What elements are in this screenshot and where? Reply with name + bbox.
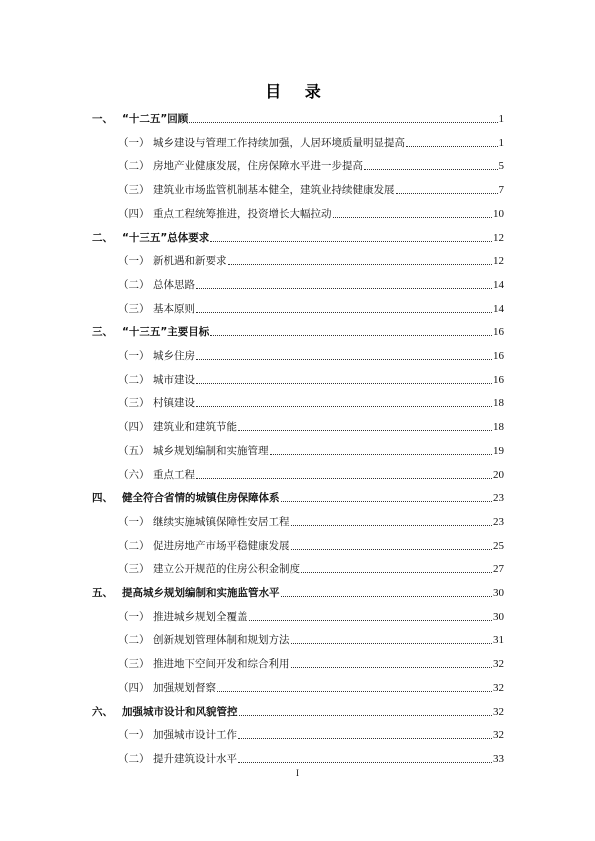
toc-entry-number: （三）: [118, 658, 150, 671]
toc-section-entry[interactable]: [118, 440, 504, 458]
toc-entry-label: 加强城市设计工作: [153, 729, 237, 742]
toc-entry-number: （一）: [118, 136, 150, 149]
toc-leader-dots: [406, 145, 498, 147]
toc-leader-dots: [238, 429, 492, 431]
toc-entry-number: （一）: [118, 350, 150, 362]
toc-section-entry[interactable]: [118, 677, 504, 695]
toc-entry-page: 14: [493, 302, 504, 315]
toc-entry-page: 7: [498, 184, 504, 197]
toc-leader-dots: [228, 263, 493, 265]
toc-entry-number: （二）: [118, 278, 150, 291]
toc-entry-label: 继续实施城镇保障性安居工程: [153, 515, 290, 528]
toc-section-entry[interactable]: [118, 203, 504, 221]
toc-entry-label: 基本原则: [153, 302, 195, 315]
toc-entry-label: 重点工程统筹推进，投资增长大幅拉动: [153, 207, 332, 220]
toc-leader-dots: [291, 548, 493, 550]
toc-entry-page: 33: [493, 752, 504, 765]
toc-entry-page: 20: [493, 468, 504, 481]
toc-entry-number: （一）: [118, 729, 150, 742]
toc-entry-label: 提高城乡规划编制和实施监管水平: [122, 587, 280, 599]
toc-entry-number: （三）: [118, 563, 150, 576]
toc-entry-number: （六）: [118, 468, 150, 481]
toc-entry-page: 18: [493, 397, 504, 410]
toc-entry-number: （四）: [118, 421, 150, 434]
toc-entry-number: （二）: [118, 539, 150, 552]
toc-entry-label: 城乡住房: [153, 350, 195, 362]
toc-chapter-entry[interactable]: [92, 701, 504, 719]
toc-entry-number: （二）: [118, 160, 150, 173]
toc-entry-label: 城市建设: [153, 373, 195, 386]
toc-entry-label: 村镇建设: [153, 397, 195, 410]
toc-entry-page: 27: [493, 563, 504, 576]
toc-section-entry[interactable]: [118, 416, 504, 434]
toc-entry-label: 推进地下空间开发和综合利用: [153, 658, 290, 671]
toc-section-entry[interactable]: [118, 298, 504, 316]
toc-entry-page: 23: [493, 515, 504, 528]
toc-entry-label: 加强城市设计和风貌管控: [122, 705, 238, 718]
toc-leader-dots: [270, 453, 493, 455]
toc-leader-dots: [249, 619, 493, 621]
toc-entry-label: “十三五”总体要求: [122, 231, 210, 244]
toc-leader-dots: [291, 642, 493, 644]
toc-section-entry[interactable]: [118, 345, 504, 363]
toc-chapter-entry[interactable]: [92, 108, 504, 126]
toc-entry-label: 城乡建设与管理工作持续加强，人居环境质量明显提高: [153, 136, 405, 149]
toc-section-entry[interactable]: [118, 369, 504, 387]
toc-entry-label: 建筑业市场监管机制基本健全，建筑业持续健康发展: [153, 184, 395, 197]
toc-entry-number: 五、: [92, 587, 113, 599]
toc-entry-page: 30: [493, 587, 504, 599]
toc-section-entry[interactable]: [118, 250, 504, 268]
toc-section-entry[interactable]: [118, 748, 504, 766]
toc-leader-dots: [396, 192, 498, 194]
toc-entry-label: 加强规划督察: [153, 681, 216, 694]
toc-entry-number: （一）: [118, 255, 150, 268]
toc-entry-page: 23: [493, 492, 504, 505]
toc-leader-dots: [196, 358, 492, 360]
toc-entry-label: 总体思路: [153, 278, 195, 291]
toc-leader-dots: [196, 405, 492, 407]
toc-section-entry[interactable]: [118, 274, 504, 292]
toc-chapter-entry[interactable]: [92, 487, 504, 505]
toc-entry-number: （四）: [118, 207, 150, 220]
toc-entry-number: （三）: [118, 302, 150, 315]
toc-leader-dots: [301, 571, 492, 573]
toc-entry-page: 16: [493, 373, 504, 386]
toc-entry-page: 5: [498, 160, 504, 173]
toc-section-entry[interactable]: [118, 179, 504, 197]
toc-section-entry[interactable]: [118, 132, 504, 150]
toc-entry-number: （二）: [118, 752, 150, 765]
toc-leader-dots: [364, 168, 498, 170]
toc-entry-page: 19: [493, 444, 504, 457]
toc-leader-dots: [196, 311, 492, 313]
toc-section-entry[interactable]: [118, 511, 504, 529]
toc-entry-page: 32: [493, 705, 504, 718]
toc-section-entry[interactable]: [118, 558, 504, 576]
toc-entry-page: 30: [493, 610, 504, 623]
toc-entry-label: 新机遇和新要求: [153, 255, 227, 268]
toc-entry-page: 16: [493, 350, 504, 362]
toc-entry-page: 32: [493, 729, 504, 742]
toc-entry-number: （四）: [118, 681, 150, 694]
toc-entry-number: 四、: [92, 492, 113, 505]
toc-leader-dots: [210, 240, 492, 242]
toc-section-entry[interactable]: [118, 629, 504, 647]
toc-entry-label: 房地产业健康发展，住房保障水平进一步提高: [153, 160, 363, 173]
toc-entry-number: （五）: [118, 444, 150, 457]
toc-entry-label: 推进城乡规划全覆盖: [153, 610, 248, 623]
toc-entry-number: （一）: [118, 515, 150, 528]
toc-leader-dots: [281, 595, 493, 597]
toc-entry-page: 16: [493, 326, 504, 339]
toc-leader-dots: [281, 500, 493, 502]
toc-leader-dots: [210, 334, 492, 336]
toc-section-entry[interactable]: [118, 653, 504, 671]
toc-entry-number: （一）: [118, 610, 150, 623]
toc-section-entry[interactable]: [118, 606, 504, 624]
toc-entry-number: 二、: [92, 231, 113, 244]
toc-entry-page: 32: [493, 681, 504, 694]
toc-leader-dots: [333, 216, 493, 218]
toc-chapter-entry[interactable]: [92, 227, 504, 245]
toc-section-entry[interactable]: [118, 392, 504, 410]
toc-entry-number: 一、: [92, 113, 113, 125]
toc-chapter-entry[interactable]: [92, 321, 504, 339]
toc-chapter-entry[interactable]: [92, 582, 504, 600]
toc-leader-dots: [291, 666, 493, 668]
toc-entry-page: 10: [493, 207, 504, 220]
toc-leader-dots: [196, 477, 492, 479]
toc-entry-number: （三）: [118, 397, 150, 410]
toc-section-entry[interactable]: [118, 464, 504, 482]
toc-entry-page: 1: [498, 113, 504, 125]
toc-leader-dots: [217, 690, 492, 692]
toc-entry-page: 1: [498, 136, 504, 149]
toc-entry-page: 25: [493, 539, 504, 552]
page-number: I: [296, 768, 299, 778]
toc-leader-dots: [196, 382, 492, 384]
toc-leader-dots: [238, 737, 492, 739]
toc-entry-label: 创新规划管理体制和规划方法: [153, 634, 290, 647]
toc-entry-label: 促进房地产市场平稳健康发展: [153, 539, 290, 552]
toc-section-entry[interactable]: [118, 155, 504, 173]
toc-entry-label: 重点工程: [153, 468, 195, 481]
toc-entry-label: 城乡规划编制和实施管理: [153, 444, 269, 457]
toc-title: 目 录: [265, 82, 330, 101]
toc-entry-page: 14: [493, 278, 504, 291]
toc-entry-number: 六、: [92, 705, 113, 718]
toc-leader-dots: [238, 761, 492, 763]
toc-entry-page: 18: [493, 421, 504, 434]
toc-entry-label: 提升建筑设计水平: [153, 752, 237, 765]
toc-entry-page: 31: [493, 634, 504, 647]
toc-entry-page: 12: [493, 231, 504, 244]
toc-leader-dots: [189, 121, 497, 123]
toc-entry-label: “十二五”回顾: [122, 113, 189, 125]
toc-entry-label: “十三五”主要目标: [122, 326, 210, 339]
toc-entry-number: 三、: [92, 326, 113, 339]
toc-entry-page: 12: [493, 255, 504, 268]
toc-section-entry[interactable]: [118, 724, 504, 742]
toc-entry-label: 健全符合省情的城镇住房保障体系: [122, 492, 280, 505]
toc-leader-dots: [196, 287, 492, 289]
toc-leader-dots: [291, 524, 493, 526]
toc-entry-page: 32: [493, 658, 504, 671]
toc-entry-number: （二）: [118, 634, 150, 647]
toc-entry-label: 建筑业和建筑节能: [153, 421, 237, 434]
toc-entry-number: （二）: [118, 373, 150, 386]
toc-leader-dots: [239, 714, 493, 716]
toc-section-entry[interactable]: [118, 535, 504, 553]
toc-entry-number: （三）: [118, 184, 150, 197]
toc-entry-label: 建立公开规范的住房公积金制度: [153, 563, 300, 576]
